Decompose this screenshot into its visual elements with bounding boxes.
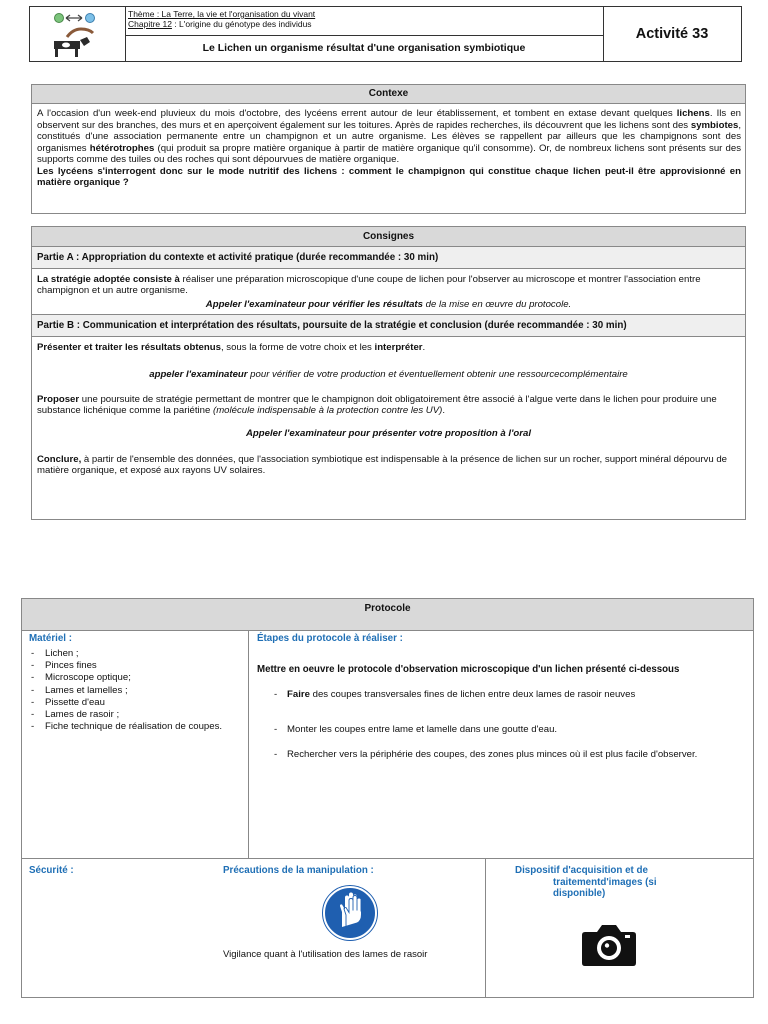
- call-examiner-b1: appeler l'examinateur pour vérifier de votre production et éventuellement obtenir une ressourcecomplémentaire: [149, 369, 628, 380]
- part-a-heading: Partie A : Appropriation du contexte et activité pratique (durée recommandée : 30 min): [32, 247, 745, 269]
- present-results: Présenter et traiter les résultats obtenus, sous la forme de votre choix et les interpréter.: [37, 342, 426, 353]
- theme-value: : La Terre, la vie et l'organisation du vivant: [154, 9, 316, 19]
- list-item: - Rechercher vers la périphérie des coupes, des zones plus minces où il est plus facile d'observer.: [271, 749, 747, 761]
- theme-label: Thème: [128, 9, 155, 19]
- dna-cow-logo-icon: [30, 7, 125, 61]
- materiel-label: Matériel :: [29, 633, 73, 644]
- chapter-label: Chapitre 12: [128, 19, 172, 29]
- context-text: A l'occasion d'un week-end pluvieux du mois d'octobre, des lycéens errent autour de leur établissement, et tombent en extase devant quelques lichens. Ils en observent sur des branches, des murs et en aperçoivent également sur les toitures. Après de rapides recherches, ils découvrent que les lichens sont des symbiotes, constitués d'une association permanente entre un champignon et un autre organisme. Les élèves se rappellent par ailleurs que les champignons sont des organismes hétérotrophes (qui produit sa propre matière organique à partir de matière organique qu'il consomme). Or, de nombreux lichens sont présents sur des supports comme des tuiles ou des roches qui sont dépourvues de matière organique. Les lycéens s'interrogent donc sur le mode nutritif des lichens : comment le champignon qui constitue chaque lichen peut-il être approvisionné en matière organique ?: [37, 108, 742, 188]
- context-heading: Contexe: [32, 85, 745, 104]
- header-logo: [30, 7, 126, 61]
- activity-number: Activité 33: [635, 26, 709, 42]
- context-question: Les lycéens s'interrogent donc sur le mode nutritif des lichens : comment le champignon qui constitue chaque lichen peut-il être approvisionné en matière organique ?: [37, 165, 741, 188]
- precautions-cell: [223, 865, 483, 995]
- securite-label: Sécurité :: [29, 865, 74, 876]
- etapes-intro: Mettre en oeuvre le protocole d'observation microscopique d'un lichen présenté ci-dessous: [257, 664, 680, 675]
- materiel-column: [29, 633, 241, 733]
- list-item: - Lames et lamelles ;: [29, 685, 241, 697]
- vigilance-text: Vigilance quant à l'utilisation des lames de rasoir: [223, 949, 428, 960]
- list-item: - Faire des coupes transversales fines de lichen entre deux lames de rasoir neuves: [271, 689, 747, 701]
- list-item: - Microscope optique;: [29, 672, 241, 684]
- dispositif-label: Dispositif d'acquisition et de traitementd'images (si disponible): [515, 865, 657, 899]
- etapes-label: Étapes du protocole à réaliser :: [257, 633, 403, 644]
- part-b-heading: Partie B : Communication et interprétation des résultats, poursuite de la stratégie et conclusion (durée recommandée : 30 min): [32, 315, 745, 337]
- etapes-list: [257, 689, 747, 761]
- header-table: [29, 6, 742, 62]
- call-examiner-b2: Appeler l'examinateur pour présenter votre proposition à l'oral: [246, 428, 531, 439]
- consignes-box: [31, 226, 746, 520]
- consignes-heading: Consignes: [32, 227, 745, 247]
- chapter-value: : L'origine du génotype des individus: [171, 19, 312, 29]
- etapes-column: [257, 633, 747, 761]
- header-info: [125, 7, 604, 61]
- gloves-icon: [322, 885, 378, 941]
- page-title: Le Lichen un organisme résultat d'une organisation symbiotique: [202, 42, 526, 54]
- materiel-list: [29, 648, 241, 733]
- conclusion: Conclure, à partir de l'ensemble des données, que l'association symbiotique est indispensable à la présence de lichen sur un rocher, support minéral dépourvu de matière organique, et exposé aux rayons UV solaires.: [37, 454, 728, 476]
- precautions-label: Précautions de la manipulation :: [223, 865, 374, 876]
- list-item: - Lichen ;: [29, 648, 241, 660]
- list-item: - Fiche technique de réalisation de coupes.: [29, 721, 241, 733]
- header-theme-chapter: [128, 9, 315, 29]
- list-item: - Pissette d'eau: [29, 697, 241, 709]
- call-examiner-a: Appeler l'examinateur pour vérifier les résultats de la mise en œuvre du protocole.: [32, 299, 745, 315]
- list-item: - Lames de rasoir ;: [29, 709, 241, 721]
- protocole-box: [21, 598, 754, 998]
- list-item: - Monter les coupes entre lame et lamelle dans une goutte d'eau.: [271, 724, 747, 736]
- camera-icon: [580, 922, 638, 968]
- protocole-heading: Protocole: [22, 599, 753, 631]
- list-item: - Pinces fines: [29, 660, 241, 672]
- context-box: [31, 84, 746, 214]
- proposal: Proposer une poursuite de stratégie permettant de montrer que le champignon doit obligatoirement être associé à l'algue verte dans le lichen pour produire une substance lichénique comme la pariétine (molécule indispensable à la protection contre les UV).: [37, 394, 717, 416]
- strategy-a: La stratégie adoptée consiste à réaliser une préparation microscopique d'une coupe de lichen pour l'observer au microscope et montrer l'association entre champignon et un autre organisme.: [37, 274, 701, 296]
